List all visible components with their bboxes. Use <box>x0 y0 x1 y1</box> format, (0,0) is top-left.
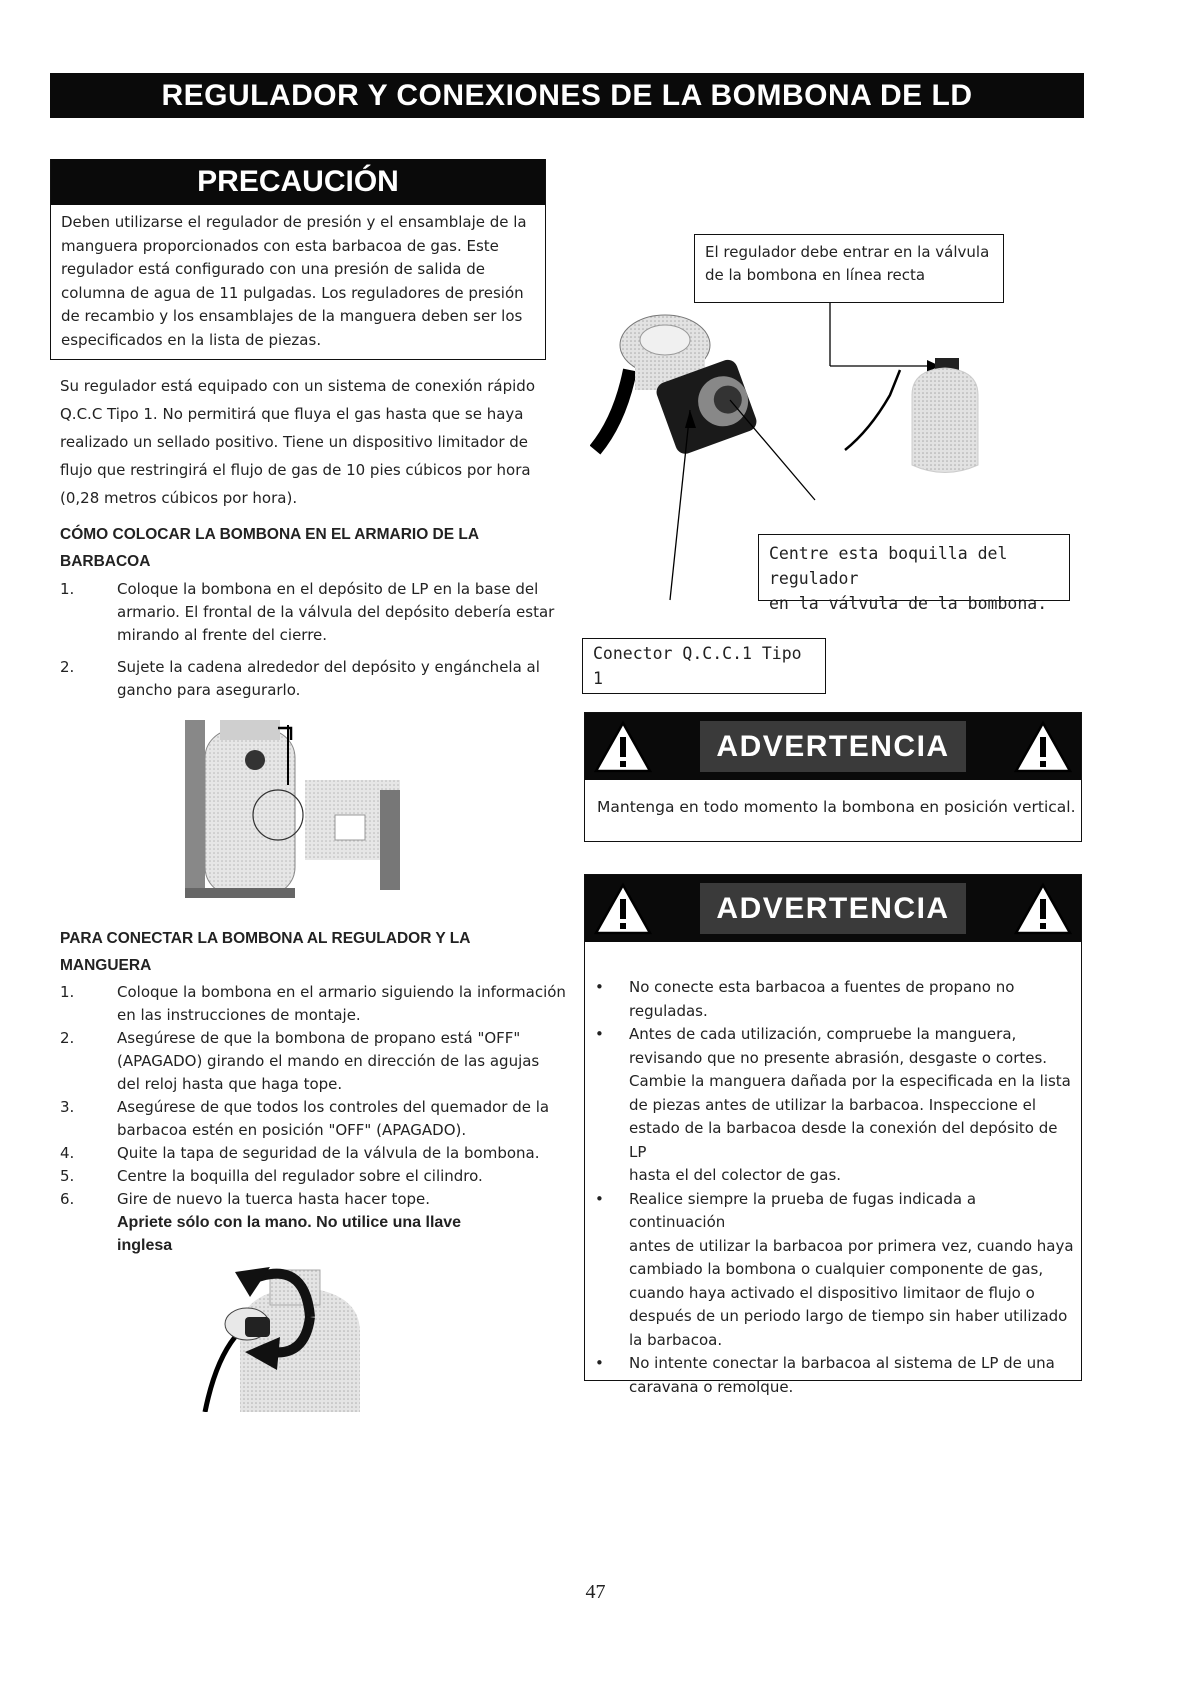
callout-regulator-straight <box>694 234 1004 303</box>
text-line: No conecte esta barbacoa a fuentes de propano no <box>629 978 1015 996</box>
text-line: en las instrucciones de montaje. <box>117 1006 361 1024</box>
text-line: Su regulador está equipado con un sistema de conexión rápido <box>60 377 535 395</box>
bold-note <box>117 1211 570 1257</box>
bullet-item <box>585 1188 1075 1353</box>
list-item <box>60 1165 570 1188</box>
text-line: estado de la barbacoa desde la conexión del depósito de LP <box>629 1119 1058 1161</box>
warning-header <box>585 875 1081 942</box>
bullet-icon: • <box>595 1354 604 1372</box>
list-item <box>60 1188 570 1211</box>
list-item <box>60 1027 570 1096</box>
text-line: Antes de cada utilización, compruebe la manguera, <box>629 1025 1017 1043</box>
page-title-bar <box>50 73 1084 118</box>
section-heading-cabinet <box>60 521 550 575</box>
heading-line: PARA CONECTAR LA BOMBONA AL REGULADOR Y LA <box>60 930 471 947</box>
caution-header <box>51 159 545 205</box>
text-line: manguera proporcionados con esta barbacoa de gas. Este <box>61 236 499 255</box>
list-item <box>60 1142 570 1165</box>
text-line: de recambio y los ensamblajes de la manguera deben ser los <box>61 307 523 325</box>
text-line: Deben utilizarse el regulador de presión y el ensamblaje de la <box>61 213 527 231</box>
text-line: revisando que no presente abrasión, desgaste o cortes. <box>629 1048 1048 1067</box>
warning-box-vertical <box>584 712 1082 842</box>
text-line: mirando al frente del cierre. <box>117 626 328 644</box>
text-line: (0,28 metros cúbicos por hora). <box>60 489 298 507</box>
text-line: Asegúrese de que todos los controles del quemador de la <box>117 1098 550 1116</box>
text-line: regulador está configurado con una presión de salida de <box>61 260 485 278</box>
text-line: (APAGADO) girando el mando en dirección de las agujas <box>117 1052 540 1070</box>
text-line: antes de utilizar la barbacoa por primera vez, cuando haya <box>629 1236 1074 1255</box>
text-line: Sujete la cadena alrededor del depósito y engánchela al <box>117 658 540 676</box>
warning-box-propane <box>584 874 1082 1396</box>
list-number: 3. <box>60 1098 75 1116</box>
page-title: REGULADOR Y CONEXIONES DE LA BOMBONA DE LD <box>161 78 973 112</box>
page-number: 47 <box>585 1581 606 1603</box>
cabinet-tank-illustration <box>185 720 425 900</box>
text-line: reguladas. <box>629 1001 708 1020</box>
list-item <box>60 656 560 702</box>
bullet-item <box>585 976 1075 1023</box>
hand-tighten-illustration <box>195 1262 395 1412</box>
list-item <box>60 578 560 647</box>
list-item <box>60 981 570 1027</box>
text-line: cuando haya activado el dispositivo limitaor de flujo o <box>629 1283 1035 1302</box>
callout-connector <box>582 638 826 694</box>
list-number: 2. <box>60 658 75 676</box>
bullet-icon: • <box>595 978 604 996</box>
text-line: flujo que restringirá el flujo de gas de 10 pies cúbicos por hora <box>60 461 531 479</box>
text-line: Q.C.C Tipo 1. No permitirá que fluya el gas hasta que se haya <box>60 405 524 423</box>
warning-header <box>585 713 1081 780</box>
text-line: Quite la tapa de seguridad de la válvula de la bombona. <box>117 1144 540 1162</box>
text-line: Coloque la bombona en el depósito de LP en la base del <box>117 580 539 598</box>
text-line: No intente conectar la barbacoa al sistema de LP de una <box>629 1354 1055 1372</box>
bullet-item <box>585 1023 1075 1188</box>
list-number: 1. <box>60 580 75 598</box>
text-line: de piezas antes de utilizar la barbacoa. Inspeccione el <box>629 1095 1036 1114</box>
heading-line: BARBACOA <box>60 553 151 570</box>
list-number: 1. <box>60 983 75 1001</box>
heading-line: CÓMO COLOCAR LA BOMBONA EN EL ARMARIO DE LA <box>60 526 480 543</box>
caution-text <box>61 211 539 352</box>
text-line: de la bombona en línea recta <box>705 266 926 284</box>
text-line: Cambie la manguera dañada por la especificada en la lista <box>629 1072 1071 1090</box>
text-line: Asegúrese de que la bombona de propano está "OFF" <box>117 1029 521 1047</box>
text-line: Conector Q.C.C.1 Tipo 1 <box>593 644 802 688</box>
text-line: hasta el del colector de gas. <box>629 1166 842 1184</box>
text-line: columna de agua de 11 pulgadas. Los reguladores de presión <box>61 283 524 302</box>
intro-paragraph <box>60 372 550 512</box>
text-line: Centre la boquilla del regulador sobre el cilindro. <box>117 1167 483 1185</box>
warning-title: ADVERTENCIA <box>716 891 950 925</box>
list-number: 6. <box>60 1190 75 1208</box>
connect-steps-list <box>60 981 570 1257</box>
text-line: Centre esta boquilla del regulador <box>769 544 1008 588</box>
text-line: realizado un sellado positivo. Tiene un dispositivo limitador de <box>60 433 529 451</box>
bullet-item <box>585 1352 1075 1399</box>
text-line: cambiado la bombona o cualquier componente de gas, <box>629 1260 1044 1278</box>
list-number: 2. <box>60 1029 75 1047</box>
text-line: Apriete sólo con la mano. No utilice una llave <box>117 1214 462 1231</box>
text-line: inglesa <box>117 1237 173 1254</box>
text-line: armario. El frontal de la válvula del depósito debería estar <box>117 603 555 621</box>
callout-center-nozzle <box>758 534 1070 613</box>
caution-box <box>50 159 546 360</box>
list-item <box>60 1096 570 1142</box>
list-number: 4. <box>60 1144 75 1162</box>
warning-text: Mantenga en todo momento la bombona en posición vertical. <box>597 798 1076 816</box>
list-number: 5. <box>60 1167 75 1185</box>
text-line: en la válvula de la bombona. <box>769 594 1048 613</box>
bullet-icon: • <box>595 1189 604 1208</box>
text-line: Coloque la bombona en el armario siguiendo la información <box>117 983 566 1001</box>
warning-triangle-icon <box>1013 720 1073 774</box>
text-line: después de un periodo largo de tiempo sin haber utilizado <box>629 1307 1068 1325</box>
bullet-icon: • <box>595 1025 604 1043</box>
warning-triangle-icon <box>1013 882 1073 936</box>
cabinet-steps-list <box>60 578 560 702</box>
text-line: barbacoa estén en posición "OFF" (APAGADO). <box>117 1121 467 1139</box>
text-line: del reloj hasta que haga tope. <box>117 1075 343 1093</box>
text-line: Realice siempre la prueba de fugas indicada a continuación <box>629 1189 977 1231</box>
text-line: caravana o remolque. <box>629 1377 794 1396</box>
text-line: la barbacoa. <box>629 1330 723 1349</box>
section-heading-connect <box>60 925 550 979</box>
text-line: gancho para asegurarlo. <box>117 681 301 699</box>
caution-title: PRECAUCIÓN <box>197 165 399 198</box>
warning-bullet-list <box>585 976 1075 1399</box>
warning-title: ADVERTENCIA <box>716 729 950 763</box>
heading-line: MANGUERA <box>60 957 152 974</box>
text-line: Gire de nuevo la tuerca hasta hacer tope. <box>117 1190 431 1208</box>
text-line: El regulador debe entrar en la válvula <box>705 243 990 261</box>
text-line: especificados en la lista de piezas. <box>61 330 322 349</box>
